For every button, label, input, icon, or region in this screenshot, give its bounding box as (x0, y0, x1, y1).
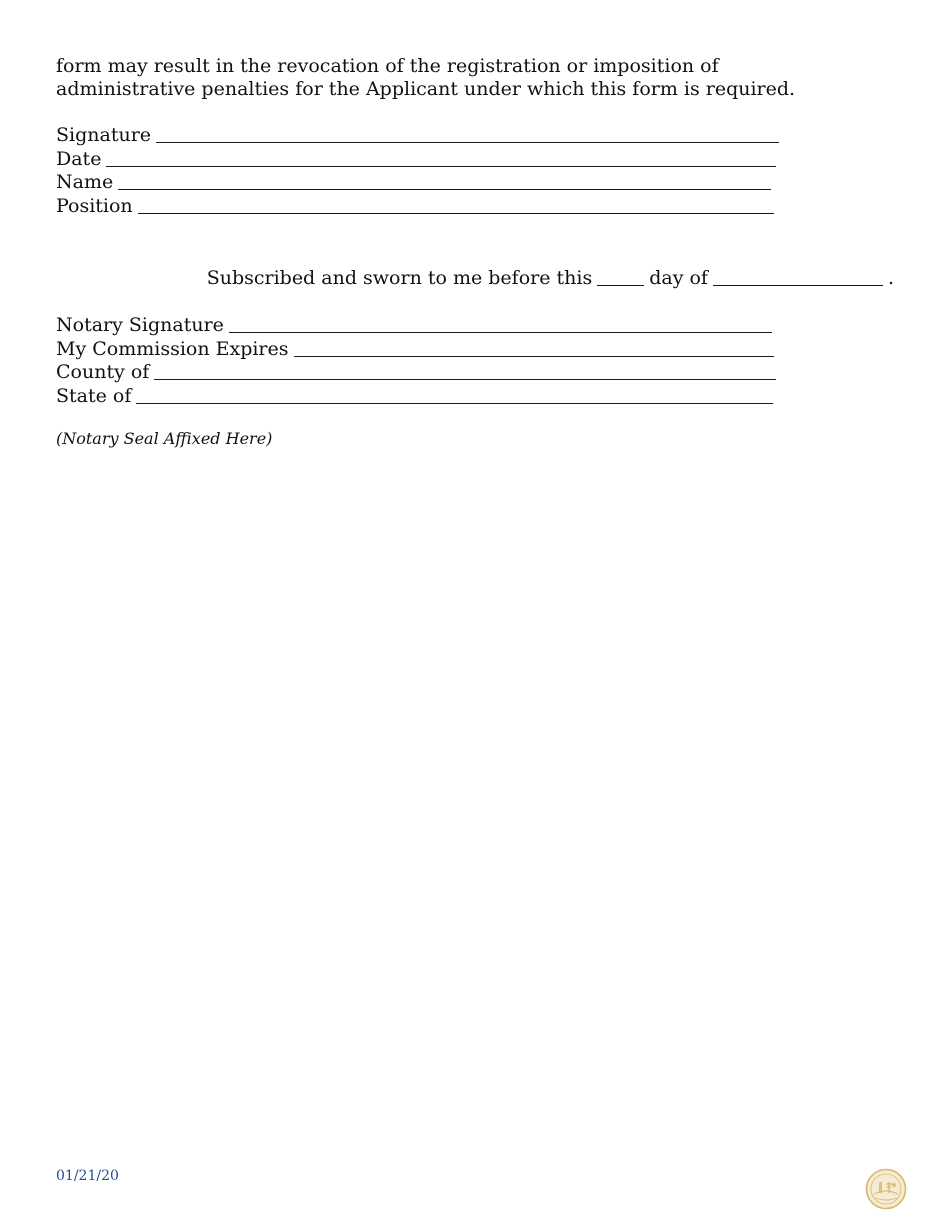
county-row (56, 361, 906, 385)
date-field-row (56, 148, 906, 172)
sworn-suffix: . (887, 267, 894, 289)
footer-date: 01/21/20 (56, 1168, 119, 1184)
position-field-row (56, 195, 906, 219)
state-line[interactable] (136, 387, 773, 404)
notary-signature-label: Notary Signature (56, 314, 224, 336)
date-label: Date (56, 147, 102, 170)
state-seal-icon (865, 1168, 907, 1210)
state-label: State of (56, 384, 132, 407)
signature-label: Signature (56, 124, 152, 146)
notary-signature-line[interactable] (229, 316, 772, 333)
date-line[interactable] (106, 150, 776, 167)
sworn-prefix: Subscribed and sworn to me before this (206, 267, 593, 289)
signature-field-row (56, 124, 906, 148)
applicant-signature-block (56, 124, 906, 218)
sworn-middle: day of (649, 267, 708, 289)
state-row (56, 385, 906, 409)
sworn-statement (56, 267, 906, 290)
commission-expires-row (56, 338, 906, 362)
name-label: Name (56, 171, 114, 193)
county-line[interactable] (154, 363, 776, 380)
commission-expires-line[interactable] (294, 340, 774, 357)
notary-signature-row (56, 314, 906, 338)
position-label: Position (56, 194, 133, 217)
notary-seal-note: (Notary Seal Affixed Here) (56, 429, 273, 448)
sworn-day-blank[interactable] (597, 269, 644, 286)
form-page (56, 55, 906, 449)
county-label: County of (56, 361, 150, 383)
intro-paragraph: form may result in the revocation of the registration or imposition of administrative penalties for the Applicant under which this form is required. (56, 55, 796, 100)
signature-line[interactable] (156, 126, 779, 143)
commission-expires-label: My Commission Expires (56, 337, 289, 360)
name-field-row (56, 171, 906, 195)
notary-block (56, 314, 906, 408)
name-line[interactable] (118, 173, 771, 190)
sworn-month-blank[interactable] (713, 269, 883, 286)
position-line[interactable] (138, 197, 774, 214)
